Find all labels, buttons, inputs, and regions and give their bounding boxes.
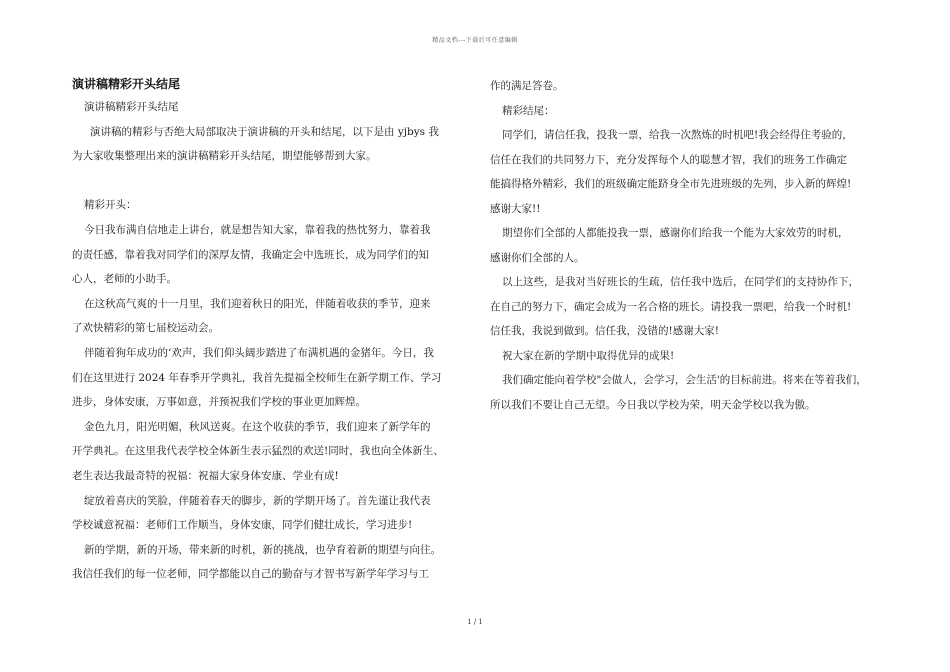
text-line: 感谢你们全部的人。 <box>490 251 585 264</box>
text-line: 老生表达我最奇特的祝福：祝福大家身体安康、学业有成! <box>72 469 339 482</box>
text-line: 的责任感，靠着我对同学们的深厚友情，我确定会中选班长，成为同学们的知 <box>72 248 429 261</box>
text-line: 期望你们全部的人都能投我一票，感谢你们给我一个能为大家效劳的时机， <box>502 227 849 239</box>
text-line: 们在这里进行 2024 年春季开学典礼，我首先提福全校师生在新学期工作、学习 <box>72 371 442 384</box>
text-line <box>72 169 460 194</box>
text-line: 进步，身体安康，万事如意，并预祝我们学校的事业更加辉煌。 <box>72 396 366 409</box>
document-title: 演讲稿精彩开头结尾 <box>72 77 181 91</box>
text-line: 感谢大家!! <box>490 202 541 215</box>
text-line: 在自己的努力下，确定会成为一名合格的班长。请投我一票吧，给我一个时机! <box>490 300 852 313</box>
text-line: 我们确定能向着学校"会做人，会学习，会生活'的目标前进。将来在等着我们， <box>502 374 867 386</box>
right-column <box>490 74 880 417</box>
text-line: 以上这些，是我对当好班长的生疏，信任我中选后，在同学们的支持协作下， <box>502 276 859 288</box>
text-line: 绽放着喜庆的笑脸，伴随着春天的脚步，新的学期开场了。首先谨让我代表 <box>84 494 431 507</box>
text-line: 演讲稿的精彩与否绝大局部取决于演讲稿的开头和结尾，以下是由 yjbys 我 <box>90 125 439 138</box>
text-line: 同学们，请信任我，投我一票，给我一次熬炼的时机吧!我会经得住考验的， <box>502 129 853 141</box>
page-header: 精品文档---下载后可任意编辑 <box>432 37 518 44</box>
text-line: 精彩开头： <box>84 199 137 212</box>
left-column <box>72 74 460 587</box>
left-column-body <box>72 95 460 587</box>
text-line: 精彩结尾： <box>502 104 555 117</box>
text-line: 伴随着狗年成功的‘欢声，我们仰头阔步踏进了布满机遇的金猪年。今日，我 <box>84 346 434 359</box>
text-line: 金色九月，阳光明媚，秋风送爽。在这个收获的季节，我们迎来了新学年的 <box>84 420 431 433</box>
text-line: 祝大家在新的学期中取得优异的成果! <box>502 349 675 362</box>
text-line: 所以我们不要让自己无望。今日我以学校为荣，明天金学校以我为傲。 <box>490 398 816 411</box>
text-line: 信任我，我说到做到。信任我，没错的!感谢大家! <box>490 325 719 337</box>
text-line: 开学典礼。在这里我代表学校全体新生表示猛烈的欢送!同时，我也向全体新生、 <box>72 445 444 458</box>
text-line: 了欢快精彩的第七届校运动会。 <box>72 322 219 335</box>
text-line: 心人，老师的小助手。 <box>72 273 177 286</box>
text-line: 新的学期，新的开场，带来新的时机，新的挑战，也孕育着新的期望与向往。 <box>84 543 441 556</box>
text-line: 今日我布满自信地走上讲台，就是想告知大家，靠着我的热忱努力，靠着我 <box>84 223 431 236</box>
text-line: 作的满足答卷。 <box>490 80 564 92</box>
text-line: 学校诚意祝福：老师们工作顺当，身体安康，同学们健壮成长，学习进步! <box>72 519 413 532</box>
text-line: 在这秋高气爽的十一月里，我们迎着秋日的阳光，伴随着收获的季节，迎来 <box>84 297 431 310</box>
page-number: 1 / 1 <box>467 618 483 626</box>
text-line: 演讲稿精彩开头结尾 <box>84 101 179 113</box>
text-line: 信任在我们的共同努力下，充分发挥每个人的聪慧才智，我们的班务工作确定 <box>490 153 847 166</box>
text-line: 能搞得格外精彩，我们的班级确定能跻身全市先进班级的先列，步入新的辉煌! <box>490 178 852 190</box>
text-line: 我信任我们的每一位老师，同学都能以自己的勤奋与才智书写新学年学习与工 <box>72 568 429 581</box>
right-column-body <box>490 74 880 417</box>
text-line: 为大家收集整理出来的演讲稿精彩开头结尾，期望能够帮到大家。 <box>72 150 377 163</box>
